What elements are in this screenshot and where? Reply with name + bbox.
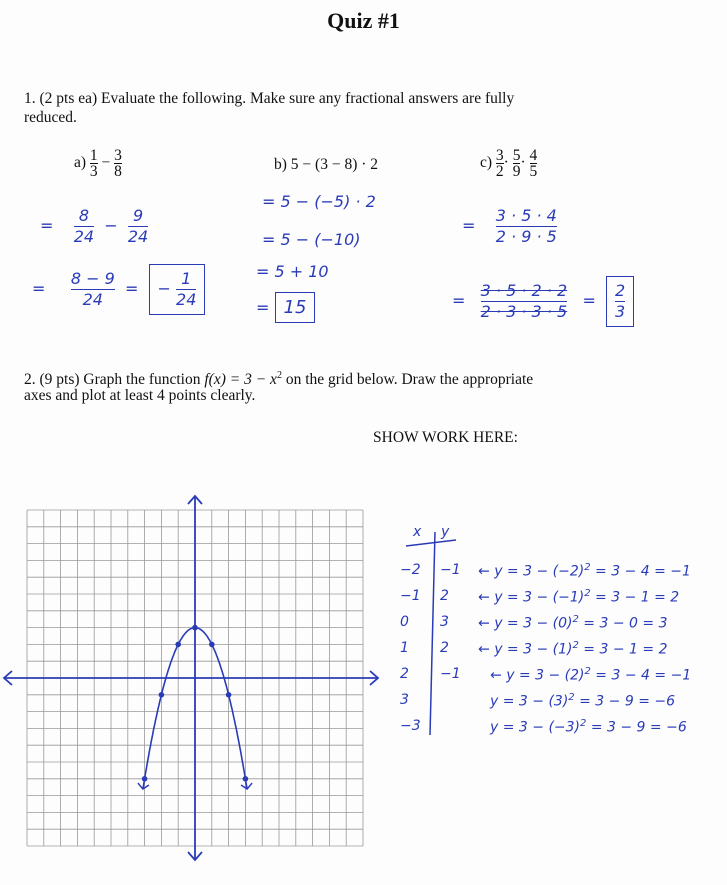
function-expression: f(x) = 3 − x (204, 371, 277, 389)
part-a-label: a) (74, 154, 87, 172)
show-work-label: SHOW WORK HERE: (373, 429, 518, 446)
row-x: 0 (400, 614, 409, 630)
work-c-step2: = $\frac{3 \cdot 5 \cdot 2 \cdot 2}{2 \cdot 3 \cdot 3 \cdot 5}$ = $\frac{2}{3}$ (452, 276, 634, 327)
quiz-title: Quiz #1 (327, 8, 400, 33)
q1-part-c: c) $\frac{3}{2}$ · $\frac{5}{9}$ · $\frac{4}{5}$ (480, 147, 538, 180)
plotted-point (142, 776, 148, 782)
row-work: ← $y = 3 - (-1)^2 = 3 - 1 = 2$ (478, 588, 680, 606)
row-x: −3 (400, 718, 421, 734)
plotted-point (175, 642, 181, 648)
row-x: −1 (400, 588, 421, 604)
row-work: $y = 3 - (-3)^2 = 3 - 9 = -6$ (490, 718, 687, 736)
row-y: 3 (440, 614, 449, 630)
row-work: ← $y = 3 - (-2)^2 = 3 - 4 = -1$ (478, 562, 691, 580)
q1-prompt-line1: 1. (2 pts ea) Evaluate the following. Make sure any fractional answers are fully (24, 90, 515, 107)
part-b-label: b) (274, 156, 287, 173)
fraction: $\frac{5}{9}$ (512, 147, 521, 180)
plotted-point (159, 692, 165, 698)
axes (4, 496, 378, 860)
work-c-step1: = $\frac{3 \cdot 5 \cdot 4}{2 \cdot 9 \cdot 5}$ (462, 206, 557, 246)
q1-part-b (274, 155, 378, 175)
part-c-label: c) (480, 154, 493, 172)
work-b-line4: = 15 (256, 292, 315, 323)
q2-prompt-line1: 2. (9 pts) Graph the function $f(x) = 3 - x^2$ on the grid below. Draw the appropriate (24, 370, 534, 389)
work-a-step2: = $\frac{8 - 9}{24}$ = − $\frac{1}{24}$ (32, 264, 205, 315)
work-a-step1: = $\frac{8}{24}$ − $\frac{9}{24}$ (40, 206, 149, 246)
table-head-y: y (441, 524, 450, 540)
fraction: $\frac{3}{8}$ (114, 147, 122, 180)
fraction: $\frac{3}{2}$ (495, 147, 504, 180)
plotted-point (226, 692, 232, 698)
part-b-expression: 5 − (3 − 8) · 2 (290, 156, 379, 173)
row-work: ← $y = 3 - (1)^2 = 3 - 1 = 2$ (478, 640, 668, 658)
row-x: −2 (400, 562, 421, 578)
row-y: −1 (440, 666, 461, 682)
q2-prompt-line2: axes and plot at least 4 points clearly. (24, 387, 256, 404)
row-x: 2 (400, 666, 409, 682)
table-head-x: x (413, 524, 422, 540)
operator: − (101, 154, 111, 172)
answer-box-c: $\frac{2}{3}$ (606, 276, 634, 327)
row-work: ← $y = 3 - (0)^2 = 3 - 0 = 3$ (478, 614, 668, 632)
answer-box-b: 15 (275, 292, 316, 323)
row-x: 3 (400, 692, 409, 708)
graph-grid (0, 490, 385, 865)
fraction: $\frac{4}{5}$ (529, 147, 538, 180)
plotted-point (243, 776, 249, 782)
fraction: $\frac{1}{3}$ (89, 147, 98, 180)
plotted-point (192, 625, 198, 631)
row-x: 1 (400, 640, 409, 656)
q1-part-a (74, 148, 122, 179)
work-b-line2: = 5 − (−10) (262, 230, 361, 249)
row-work: ← $y = 3 - (2)^2 = 3 - 4 = -1$ (490, 666, 692, 684)
row-work: $y = 3 - (3)^2 = 3 - 9 = -6$ (490, 692, 676, 710)
q1-prompt-line2: reduced. (24, 109, 77, 126)
work-b-line1: = 5 − (−5) · 2 (262, 192, 376, 211)
answer-box-a: − $\frac{1}{24}$ (149, 264, 206, 315)
work-b-line3: = 5 + 10 (256, 262, 329, 281)
plotted-point (209, 642, 215, 648)
row-y: 2 (440, 640, 449, 656)
row-y: −1 (440, 562, 461, 578)
xy-table (398, 520, 718, 760)
row-y: 2 (440, 588, 449, 604)
